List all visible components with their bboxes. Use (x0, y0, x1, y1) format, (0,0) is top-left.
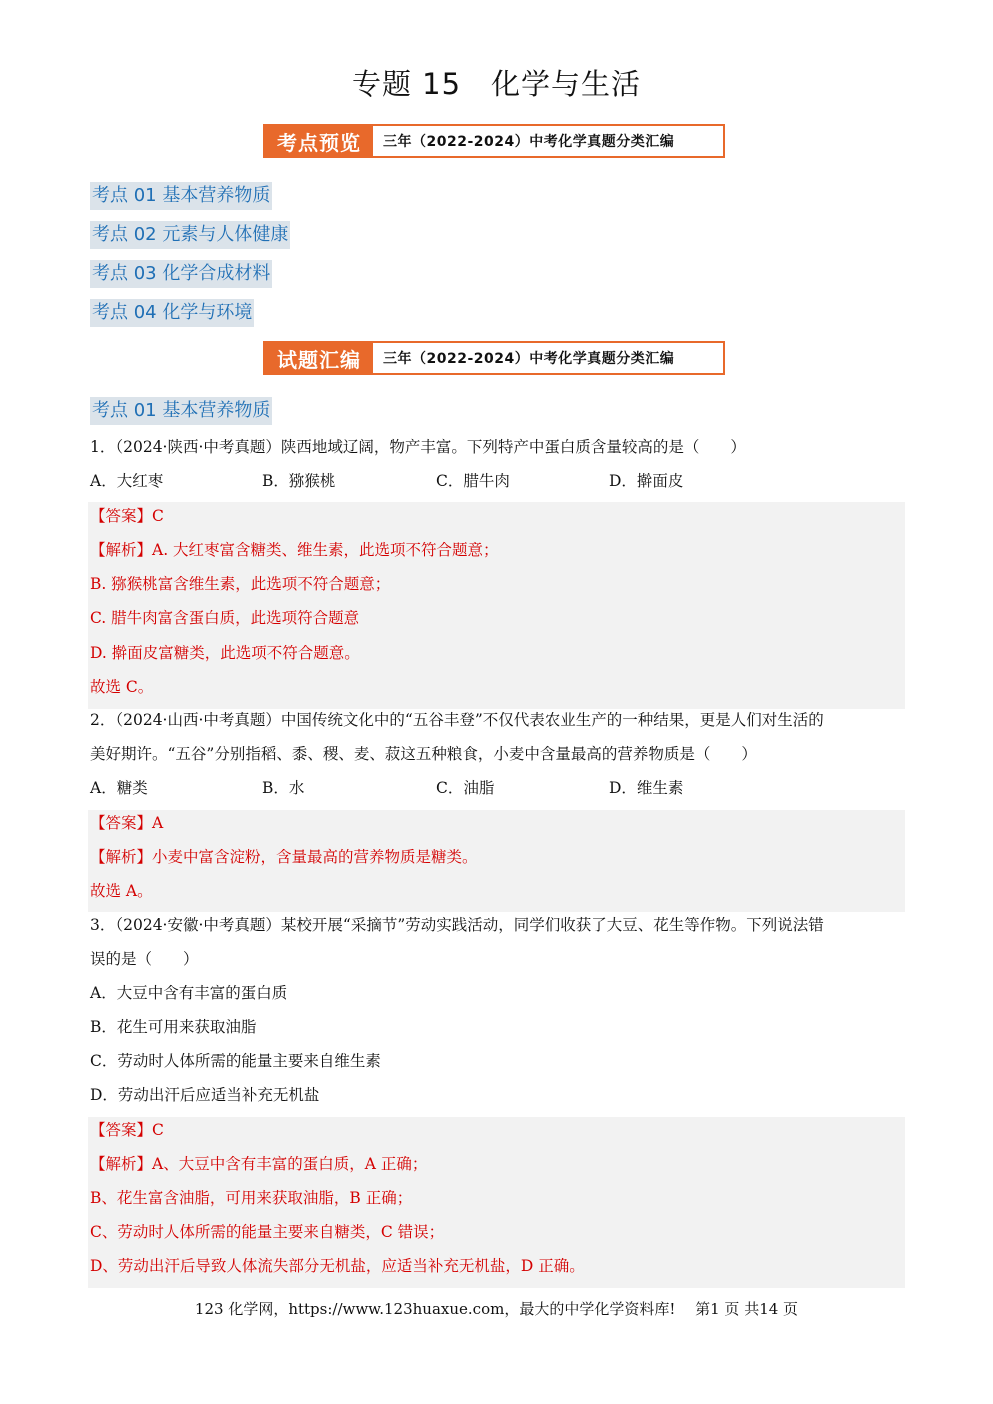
q1-option-d: D．擀面皮 (609, 472, 684, 490)
q1-analysis-line: 故选 C。 (90, 678, 154, 696)
question-1-stem: 1．（2024·陕西·中考真题）陕西地域辽阔，物产丰富。下列特产中蛋白质含量较高的是（ ） (90, 438, 746, 456)
q3-option-c: C．劳动时人体所需的能量主要来自维生素 (90, 1052, 381, 1070)
banner-subtitle: 三年（2022-2024）中考化学真题分类汇编 (383, 351, 675, 367)
q2-option-b: B．水 (262, 779, 305, 797)
q3-answer: 【答案】C (90, 1121, 164, 1139)
page-title: 专题 15 化学与生活 (351, 67, 642, 101)
q3-analysis-line: B、花生富含油脂，可用来获取油脂，B 正确； (90, 1189, 413, 1207)
q1-option-c: C．腊牛肉 (436, 472, 510, 490)
banner-tag: 试题汇编 (265, 343, 373, 373)
q1-analysis-line: D. 擀面皮富糖类，此选项不符合题意。 (90, 644, 360, 662)
q2-option-d: D．维生素 (609, 779, 684, 797)
q2-option-a: A．糖类 (90, 779, 148, 797)
toc-item-04[interactable]: 考点 04 化学与环境 (90, 299, 254, 327)
q2-analysis-line: 【解析】小麦中富含淀粉，含量最高的营养物质是糖类。 (90, 848, 478, 866)
section-heading: 考点 01 基本营养物质 (90, 397, 272, 425)
preview-banner (263, 124, 725, 158)
question-2-stem: 美好期许。“五谷”分别指稻、黍、稷、麦、菽这五种粮食，小麦中含量最高的营养物质是（ ） (90, 745, 757, 763)
questions-banner (263, 341, 725, 375)
toc-item-03[interactable]: 考点 03 化学合成材料 (90, 260, 272, 288)
q1-option-b: B．猕猴桃 (262, 472, 336, 490)
q3-analysis-line: 【解析】A、大豆中含有丰富的蛋白质，A 正确； (90, 1155, 428, 1173)
q3-option-d: D．劳动出汗后应适当补充无机盐 (90, 1086, 320, 1104)
q3-analysis-line: C、劳动时人体所需的能量主要来自糖类，C 错误； (90, 1223, 445, 1241)
q2-analysis-line: 故选 A。 (90, 882, 153, 900)
question-3-stem: 3．（2024·安徽·中考真题）某校开展“采摘节”劳动实践活动，同学们收获了大豆、花生等作物。下列说法错 (90, 916, 824, 934)
banner-tag: 考点预览 (265, 126, 373, 156)
q3-option-a: A．大豆中含有丰富的蛋白质 (90, 984, 288, 1002)
banner-subtitle: 三年（2022-2024）中考化学真题分类汇编 (383, 134, 675, 150)
toc-item-02[interactable]: 考点 02 元素与人体健康 (90, 221, 290, 249)
q1-analysis-line: 【解析】A. 大红枣富含糖类、维生素，此选项不符合题意； (90, 541, 499, 559)
q1-option-a: A．大红枣 (90, 472, 164, 490)
q2-option-c: C．油脂 (436, 779, 495, 797)
q1-answer-box (88, 502, 905, 709)
q2-answer: 【答案】A (90, 814, 164, 832)
question-3-stem: 误的是（ ） (90, 950, 199, 968)
q1-analysis-line: B. 猕猴桃富含维生素，此选项不符合题意； (90, 575, 391, 593)
q1-analysis-line: C. 腊牛肉富含蛋白质，此选项符合题意 (90, 609, 360, 627)
question-2-stem: 2．（2024·山西·中考真题）中国传统文化中的“五谷丰登”不仅代表农业生产的一种结果，更是人们对生活的 (90, 711, 824, 729)
q3-analysis-line: D、劳动出汗后导致人体流失部分无机盐，应适当补充无机盐，D 正确。 (90, 1257, 585, 1275)
q1-answer: 【答案】C (90, 507, 164, 525)
page-footer: 123 化学网，https://www.123huaxue.com，最大的中学化学资料库! 第1 页 共14 页 (194, 1300, 799, 1318)
toc-item-01[interactable]: 考点 01 基本营养物质 (90, 182, 272, 210)
q3-option-b: B．花生可用来获取油脂 (90, 1018, 257, 1036)
